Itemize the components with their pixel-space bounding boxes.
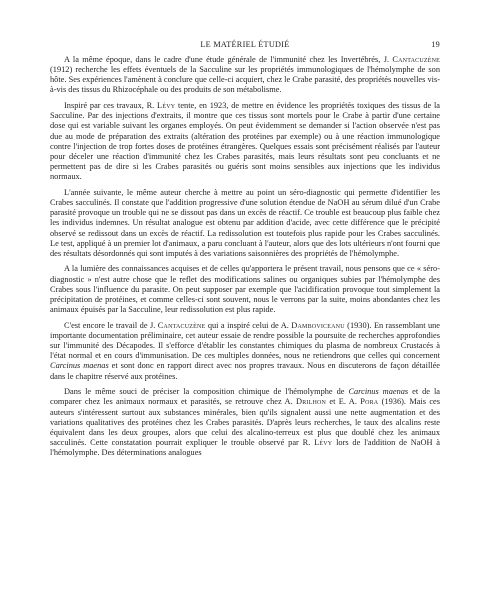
body-text [50,55,440,458]
running-header [50,40,440,53]
paragraph-5 [50,321,440,382]
running-title: LE MATÉRIEL ÉTUDIÉ [200,40,290,49]
text-run: A la lumière des connaissances acquises et de celles qu'apportera le présent travail, nous pensons que ce « séro-diagnostic » n'est autre chose que le reflet des modifications salines ou organiques subies par l'hémolymphe des Crabes sous l'influence du parasite. On peut supposer par exemple que l'acidification provoque tout simplement la précipitation de protéines, et comme celles-ci sont souvent, nous le verrons par la suite, moins abondantes chez les animaux épuisés par la Sacculine, leur redissolution est plus rapide. [50,264,440,315]
author-name: Pora [360,397,379,407]
paragraph-1 [50,55,440,96]
paragraph-3 [50,188,440,259]
text-run: et de la comparer chez les animaux normaux et parasités, se retrouve chez A. [50,387,440,407]
page-number: 19 [431,40,440,49]
text-run: L'année suivante, le même auteur cherche à mettre au point un séro-diagnostic qui permette d'identifier les Crabes sacculinés. Il constate que l'addition progressive d'une solution étendue de NaOH au sérum dilué d'un Crabe parasité provoque un trouble qui ne se dissout pas dans un excès de réactif. Ce trouble est beaucoup plus faible chez les individus indemnes. Un résultat analogue est obtenu par addition d'acide, avec cette différence que le précipité observé se redissout dans un excès de réactif. La redissolution est toutefois plus rapide pour les Crabes sacculinés. Le test, appliqué à un premier lot d'animaux, a paru concluant à l'auteur, alors que des lots ultérieurs n'ont fourni que des résultats désordonnés qui sont imputés à des variations saisonnières des propriétés de l'hémolymphe. [50,187,440,258]
author-name: Lévy [314,437,333,447]
text-run: lors de l'addition de NaOH à l'hémolymphe. Des déterminations analogues [50,437,440,458]
text-run: tente, en 1923, de mettre en évidence les propriétés toxiques des tissus de la Sacculine. Par des injections d'extraits, il montre que ces tissus sont mortels pour le Crabe à partir d'une certaine dose qui est variable suivant les organes employés. On peut évidemment se demander si l'action observée n'est pas due au mode de préparation des extraits (altération des protéines par exemple) ou à une réaction immunologique contre l'injection de trop fortes doses de protéines étrangères. Quelques essais sont précisément réalisés par l'auteur pour déceler une réaction d'immunité chez les Crabes parasités, mais leurs résultats sont peu concluants et ne permettent pas de dire si les Crabes parasités ou guéris sont moins sensibles aux injections que les individus normaux. [50,101,440,182]
paragraph-6 [50,387,440,458]
document-page [50,40,440,588]
text-run: (1912) recherche les effets éventuels de la Sacculine sur les propriétés immunologiques de l'hémolymphe de son hôte. Ses expériences l'amènent à conclure que celle-ci acquiert, chez le Crabe parasité, des propriétés nouvelles vis-à-vis des tissus du Rhizocéphale ou des produits de son métabolisme. [50,65,440,95]
author-name: Lévy [157,101,176,111]
text-run: et sont donc en rapport direct avec nos propres travaux. Nous en discuterons de façon détaillée dans le chapitre réservé aux protéines. [50,361,440,381]
author-name: Damboviceanu [291,320,345,330]
text-run: A la même époque, dans le cadre d'une étude générale de l'immunité chez les Invertébrés, J. [64,55,393,64]
text-run: (1936). Mais ces auteurs s'intéressent surtout aux substances minérales, bien qu'ils signalent aussi une nette augmentation et des variations qualitatives des protéines chez les Crabes parasités. D'après leurs recherches, le taux des alcalins reste équivalent dans les deux groupes, alors que celui des alcalino-terreux est plus que doublé chez les animaux sacculinés. Cette constatation pourrait expliquer le trouble observé par R. [50,397,440,447]
text-run: C'est encore le travail de J. [64,320,158,330]
text-run: (1930). En rassemblant une importante documentation préliminaire, cet auteur essaie de rendre possible la poursuite de recherches approfondies sur l'immunité des Décapodes. Il s'efforce d'établir les constantes chimiques du plasma de nombreux Crustacés à l'état normal et en cours d'immunisation. De ces multiples données, nous ne retiendrons que celles qui concernent [50,320,440,361]
paragraph-4 [50,264,440,315]
text-run: Inspiré par ces travaux, R. [64,101,158,111]
author-name: Cantacuzène [392,55,440,64]
species-name: Carcinus maenas [50,361,109,371]
author-name: Drilhon [295,397,327,407]
text-run: Dans le même souci de préciser la composition chimique de l'hémolymphe de [64,387,349,397]
species-name: Carcinus maenas [348,387,409,397]
text-run: qui a inspiré celui de A. [205,320,292,330]
paragraph-2 [50,101,440,182]
author-name: Cantacuzène [157,320,206,330]
text-run: et E. A. [326,397,361,407]
